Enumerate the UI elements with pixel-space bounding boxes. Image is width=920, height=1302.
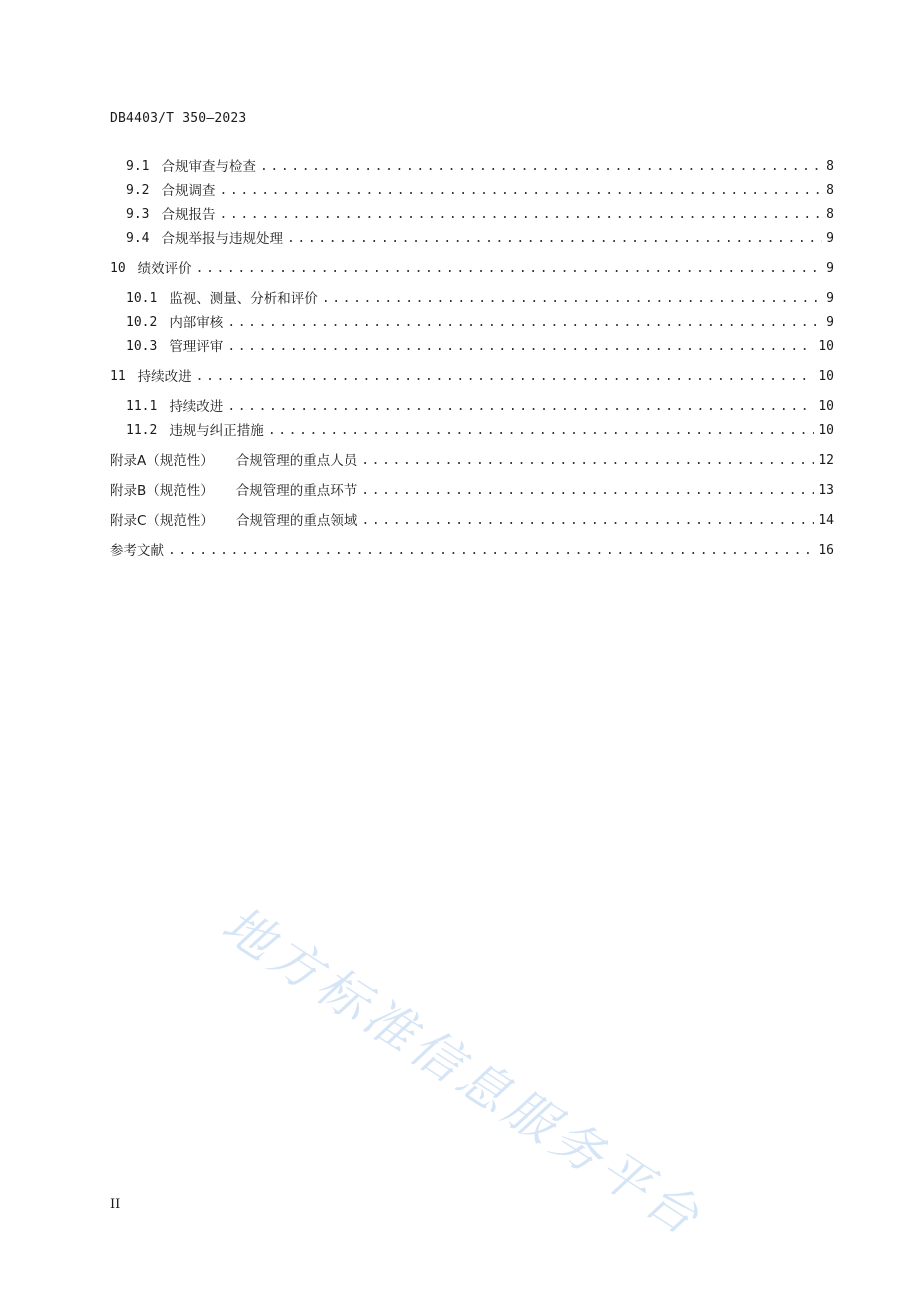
toc-number: 9.3 [126,207,150,222]
toc-number: 10 [110,261,126,276]
toc-title: 合规举报与违规处理 [161,231,283,247]
toc-page-number: 9 [826,315,834,330]
toc-leader-dots [361,451,814,471]
toc-page-number: 10 [818,423,834,438]
toc-leader-dots [227,313,822,333]
toc-leader-dots [287,229,822,249]
toc-title: 合规管理的重点环节 [235,483,358,499]
toc-leader-dots [361,481,814,501]
toc-leader-dots [268,421,815,441]
toc-leader-dots [196,259,823,279]
annex-label: 附录C（规范性） [110,513,214,529]
toc-number: 10.3 [126,339,158,354]
toc-title: 违规与纠正措施 [169,423,264,439]
toc-leader-dots [227,337,814,357]
toc-page-number: 12 [818,453,834,468]
toc-entry-11-1[interactable] [110,397,834,417]
toc-page-number: 8 [826,183,834,198]
toc-number: 11.2 [126,423,158,438]
toc-entry-10-2[interactable] [110,313,834,333]
toc-number: 9.2 [126,183,150,198]
toc-leader-dots [219,181,822,201]
toc-page-number: 9 [826,291,834,306]
toc-title: 监视、测量、分析和评价 [169,291,318,307]
toc-page-number: 13 [818,483,834,498]
toc-entry-annex-c[interactable] [110,511,834,531]
annex-label: 附录B（规范性） [110,483,214,499]
toc-entry-10-3[interactable] [110,337,834,357]
toc-number: 10.2 [126,315,158,330]
toc-page-number: 8 [826,207,834,222]
toc-leader-dots [322,289,822,309]
toc-page-number: 16 [818,543,834,558]
toc-page-number: 14 [818,513,834,528]
toc-entry-10[interactable] [110,259,834,279]
toc-title: 合规审查与检查 [161,159,256,175]
toc-entry-11[interactable] [110,367,834,387]
toc-entry-bibliography[interactable] [110,541,834,561]
toc-leader-dots [227,397,814,417]
toc-number: 9.4 [126,231,150,246]
toc-title: 持续改进 [137,369,192,385]
toc-title: 持续改进 [169,399,224,415]
toc-entry-9-1[interactable] [110,157,834,177]
document-code: DB4403/T 350—2023 [110,111,247,126]
toc-title: 合规管理的重点人员 [235,453,358,469]
toc-page-number: 9 [826,231,834,246]
toc-leader-dots [219,205,822,225]
toc-entry-9-4[interactable] [110,229,834,249]
toc-title: 绩效评价 [137,261,192,277]
annex-label: 附录A（规范性） [110,453,214,469]
toc-title: 合规管理的重点领域 [235,513,358,529]
toc-page-number: 10 [818,399,834,414]
page-number: II [110,1197,121,1212]
toc-title: 内部审核 [169,315,224,331]
toc-entry-annex-a[interactable] [110,451,834,471]
watermark-text: 地方标准信息服务平台 [212,895,714,1249]
toc-entry-9-3[interactable] [110,205,834,225]
toc-entry-9-2[interactable] [110,181,834,201]
toc-page-number: 9 [826,261,834,276]
toc-entry-10-1[interactable] [110,289,834,309]
toc-title: 合规报告 [161,207,216,223]
toc-entry-annex-b[interactable] [110,481,834,501]
toc-title: 合规调查 [161,183,216,199]
toc-page-number: 10 [818,369,834,384]
toc-number: 11 [110,369,126,384]
toc-leader-dots [260,157,822,177]
toc-title: 参考文献 [110,543,164,559]
toc-entry-11-2[interactable] [110,421,834,441]
toc-number: 11.1 [126,399,158,414]
toc-number: 10.1 [126,291,158,306]
toc-leader-dots [361,511,814,531]
toc-title: 管理评审 [169,339,224,355]
toc-page-number: 8 [826,159,834,174]
toc-number: 9.1 [126,159,150,174]
toc-leader-dots [168,541,814,561]
toc-leader-dots [196,367,815,387]
toc-page-number: 10 [818,339,834,354]
